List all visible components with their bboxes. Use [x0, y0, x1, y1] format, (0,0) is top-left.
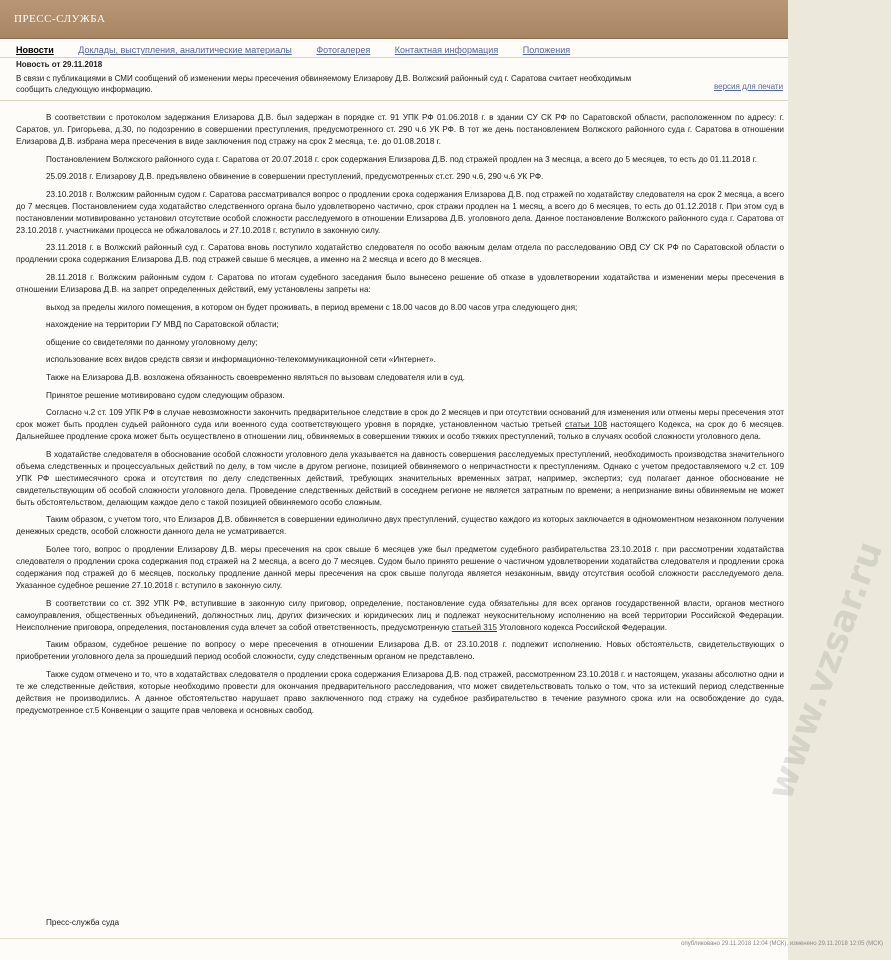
article-paragraph: общение со свидетелями по данному уголовному делу; [46, 337, 258, 347]
page-header [0, 0, 788, 39]
tab-reports[interactable]: Доклады, выступления, аналитические материалы [78, 45, 292, 55]
tab-contacts[interactable]: Контактная информация [394, 45, 499, 55]
tab-news[interactable]: Новости [16, 45, 54, 55]
divider [0, 100, 788, 101]
paragraph-text: Уголовного кодекса Российской Федерации. [496, 622, 668, 632]
watermark: www.vzsar.ru [759, 536, 891, 805]
article-paragraph: Также на Елизарова Д.В. возложена обязанность своевременно являться по вызовам следователя или в суд. [46, 372, 465, 382]
tab-bar [16, 45, 592, 55]
article-body [16, 112, 784, 722]
article-paragraph: Постановлением Волжского районного суда г. Саратова от 20.07.2018 г. срок содержания Елизарова Д.В. под стражей продлен на 3 месяца, а всего до 5 месяцев, то есть до 01.11.2018 г. [46, 154, 757, 164]
tab-photogallery[interactable]: Фотогалерея [316, 45, 371, 55]
signature: Пресс-служба суда [46, 918, 120, 927]
tab-regulations[interactable]: Положения [522, 45, 571, 55]
article-paragraph: использование всех видов средств связи и информационно-телекоммуникационной сети «Интернет». [46, 355, 436, 365]
article-paragraph: Также судом отмечено и то, что в ходатайствах следователя о продлении срока содержания Елизарова Д.В. под стражей, рассмотренном 23.10.2018 г. и настоящем, указаны абсолютно одни и те же следственные действия, которые необходимо провести для окончания предварительного расследования, что может свидетельствовать только о том, что за истекший период следственные действия не производились. А данное обстоятельство нарушает право заключенного под стражу на судебное разбирательство в течение разумного срока или на освобождение до суда, предусмотренное ст.5 Конвенции о защите прав человека и основных свобод. [16, 669, 784, 715]
article-paragraph: 23.11.2018 г. в Волжский районный суд г. Саратова вновь поступило ходатайство следователя по особо важным делам отдела по расследованию ОВД СУ СК РФ по Саратовской области о продлении срока содержания Елизарова Д.В. под стражей свыше 6 месяцев, а именно на 2 месяца и всего до 8 месяцев. [16, 243, 784, 265]
article-paragraph [16, 598, 784, 634]
article-paragraph: Таким образом, с учетом того, что Елизаров Д.В. обвиняется в совершении единолично двух преступлений, существо каждого из которых заключается в одномоментном незаконном получении денежных средств, особой сложности данного дела не усматривается. [16, 515, 784, 537]
article-paragraph: Принятое решение мотивировано судом следующим образом. [46, 390, 285, 400]
article-315-link[interactable]: статьей 315 [451, 622, 497, 632]
footer-divider [0, 938, 788, 939]
article-108-link[interactable]: статьи 108 [565, 420, 608, 430]
news-intro: В связи с публикациями в СМИ сообщений об изменении меры пресечения обвиняемому Елизарову Д.В. Волжский районный суд г. Саратова считает необходимым сообщить следующую информацию. [16, 74, 632, 94]
paragraph-text: В соответствии со ст. 392 УПК РФ, вступившие в законную силу приговор, определение, постановление суда обязательны для всех органов государственной власти, органов местного самоуправления, общественных объединений, должностных лиц, других физических и юридических лиц и подлежат неукоснительному исполнению на всей территории Российской Федерации. Неисполнение приговора, определения, постановления суда влечет за собой ответственность, предусмотренную [16, 598, 784, 632]
article-paragraph [16, 407, 784, 443]
published-timestamp: опубликовано 29.11.2018 12:04 (МСК), изменено 29.11.2018 12:05 (МСК) [681, 941, 883, 947]
article-paragraph: В ходатайстве следователя в обоснование особой сложности уголовного дела указывается на давность совершения расследуемых преступлений, необходимость производства значительного объема следственных и процессуальных действий по делу, в том числе в другом регионе, позицией обвиняемого о непричастности к преступлениям. Однако с учетом предоставляемого ч.2 ст. 109 УПК РФ шестимесячного срока и отсутствия по делу следственных действий, требующих значительных временных затрат, например, экспертиз; суд полагает данное обоснование не свидетельствующим об особой сложности уголовного дела. Проведение следственных действий в соседнем регионе не является затратным по времени; а непризнание вины обвиняемым не может быть обстоятельством, делающим каждое дело с такой позицией обвиняемого особо сложным. [16, 449, 784, 507]
paragraph-text: Согласно ч.2 ст. 109 УПК РФ в случае невозможности закончить предварительное следствие в срок до 2 месяцев и при отсутствии оснований для изменения или отмены меры пресечения этот срок может быть продлен судьей районного суда или военного суда соответствующего уровня в порядке, установленном частью третьей [16, 408, 784, 430]
article-paragraph: 28.11.2018 г. Волжским районным судом г. Саратова по итогам судебного заседания было вынесено решение об отказе в удовлетворении ходатайства и изменении меры пресечения в отношении Елизарова Д.В. на запрет определенных действий, ему установлены запреты на: [16, 272, 784, 294]
article-paragraph: В соответствии с протоколом задержания Елизарова Д.В. был задержан в порядке ст. 91 УПК РФ 01.06.2018 г. в здании СУ СК РФ по Саратовской области, расположенном по адресу: г. Саратов, ул. Григорьева, д.30, по подозрению в совершении преступления, предусмотренного ст. 290 ч.6 УК РФ. В тот же день постановлением Волжского районного суда г. Саратова в отношении Елизарова Д.В. избрана мера пресечения в виде заключения под стражу на срок 2 месяца, т.е. до 01.08.2018 г. [16, 113, 784, 146]
article-paragraph: 25.09.2018 г. Елизарову Д.В. предъявлено обвинение в совершении преступлений, предусмотренных ст.ст. 290 ч.6, 290 ч.6 УК РФ. [46, 172, 544, 182]
article-paragraph: Таким образом, судебное решение по вопросу о мере пресечения в отношении Елизарова Д.В. от 23.10.2018 г. подлежит исполнению. Новых обстоятельств, свидетельствующих о приобретении уголовного дела за прошедший период особой сложности, суду следственным органом не представлено. [16, 640, 784, 662]
print-version-link[interactable]: версия для печати [714, 82, 784, 91]
article-paragraph: выход за пределы жилого помещения, в котором он будет проживать, в период времени с 18.00 часов до 8.00 часов утра следующего дня; [46, 302, 578, 312]
news-date: Новость от 29.11.2018 [0, 57, 788, 71]
article-paragraph: 23.10.2018 г. Волжским районным судом г. Саратова рассматривался вопрос о продлении срока содержания Елизарова Д.В. под стражей по ходатайству следователя на срок 2 месяца, а всего до 7 месяцев. Постановлением суда ходатайство следственного органа было удовлетворено частично, срок стражи продлен на 1 месяц, а всего до 6 месяцев, то есть до 01.12.2018 г. При этом суд в постановлении мотивированно установил отсутствие особой сложности расследуемого в отношении Елизарова Д.В. уголовного дела. Данное постановление Волжского районного суда г. Саратова от 23.10.2018 г. участниками процесса не обжаловалось и 27.10.2018 г. вступило в законную силу. [16, 189, 784, 235]
article-paragraph: нахождение на территории ГУ МВД по Саратовской области; [46, 320, 279, 330]
paragraph-text: настоящего Кодекса, на срок до 6 месяцев. Дальнейшее продление срока может быть осуществлено в отношении лиц, обвиняемых в совершении тяжких и особо тяжких преступлений, только в случаях особой сложности уголовного дела. [16, 420, 784, 442]
article-paragraph: Более того, вопрос о продлении Елизарову Д.В. меры пресечения на срок свыше 6 месяцев уже был предметом судебного разбирательства 23.10.2018 г. при рассмотрении ходатайства следователя о продлении срока содержания под стражей на 2 месяца, а всего до 7 месяцев. Судом было принято решение о частичном удовлетворении ходатайства следователя и продлении срока содержания под стражей до 6 месяцев, поскольку продление данной меры пресечения на срок свыше полугода является незаконным, ввиду отсутствия особой сложности расследуемого дела. Указанное судебное решение 27.10.2018 г. вступило в законную силу. [16, 544, 784, 590]
header-title: ПРЕСС-СЛУЖБА [14, 13, 106, 25]
